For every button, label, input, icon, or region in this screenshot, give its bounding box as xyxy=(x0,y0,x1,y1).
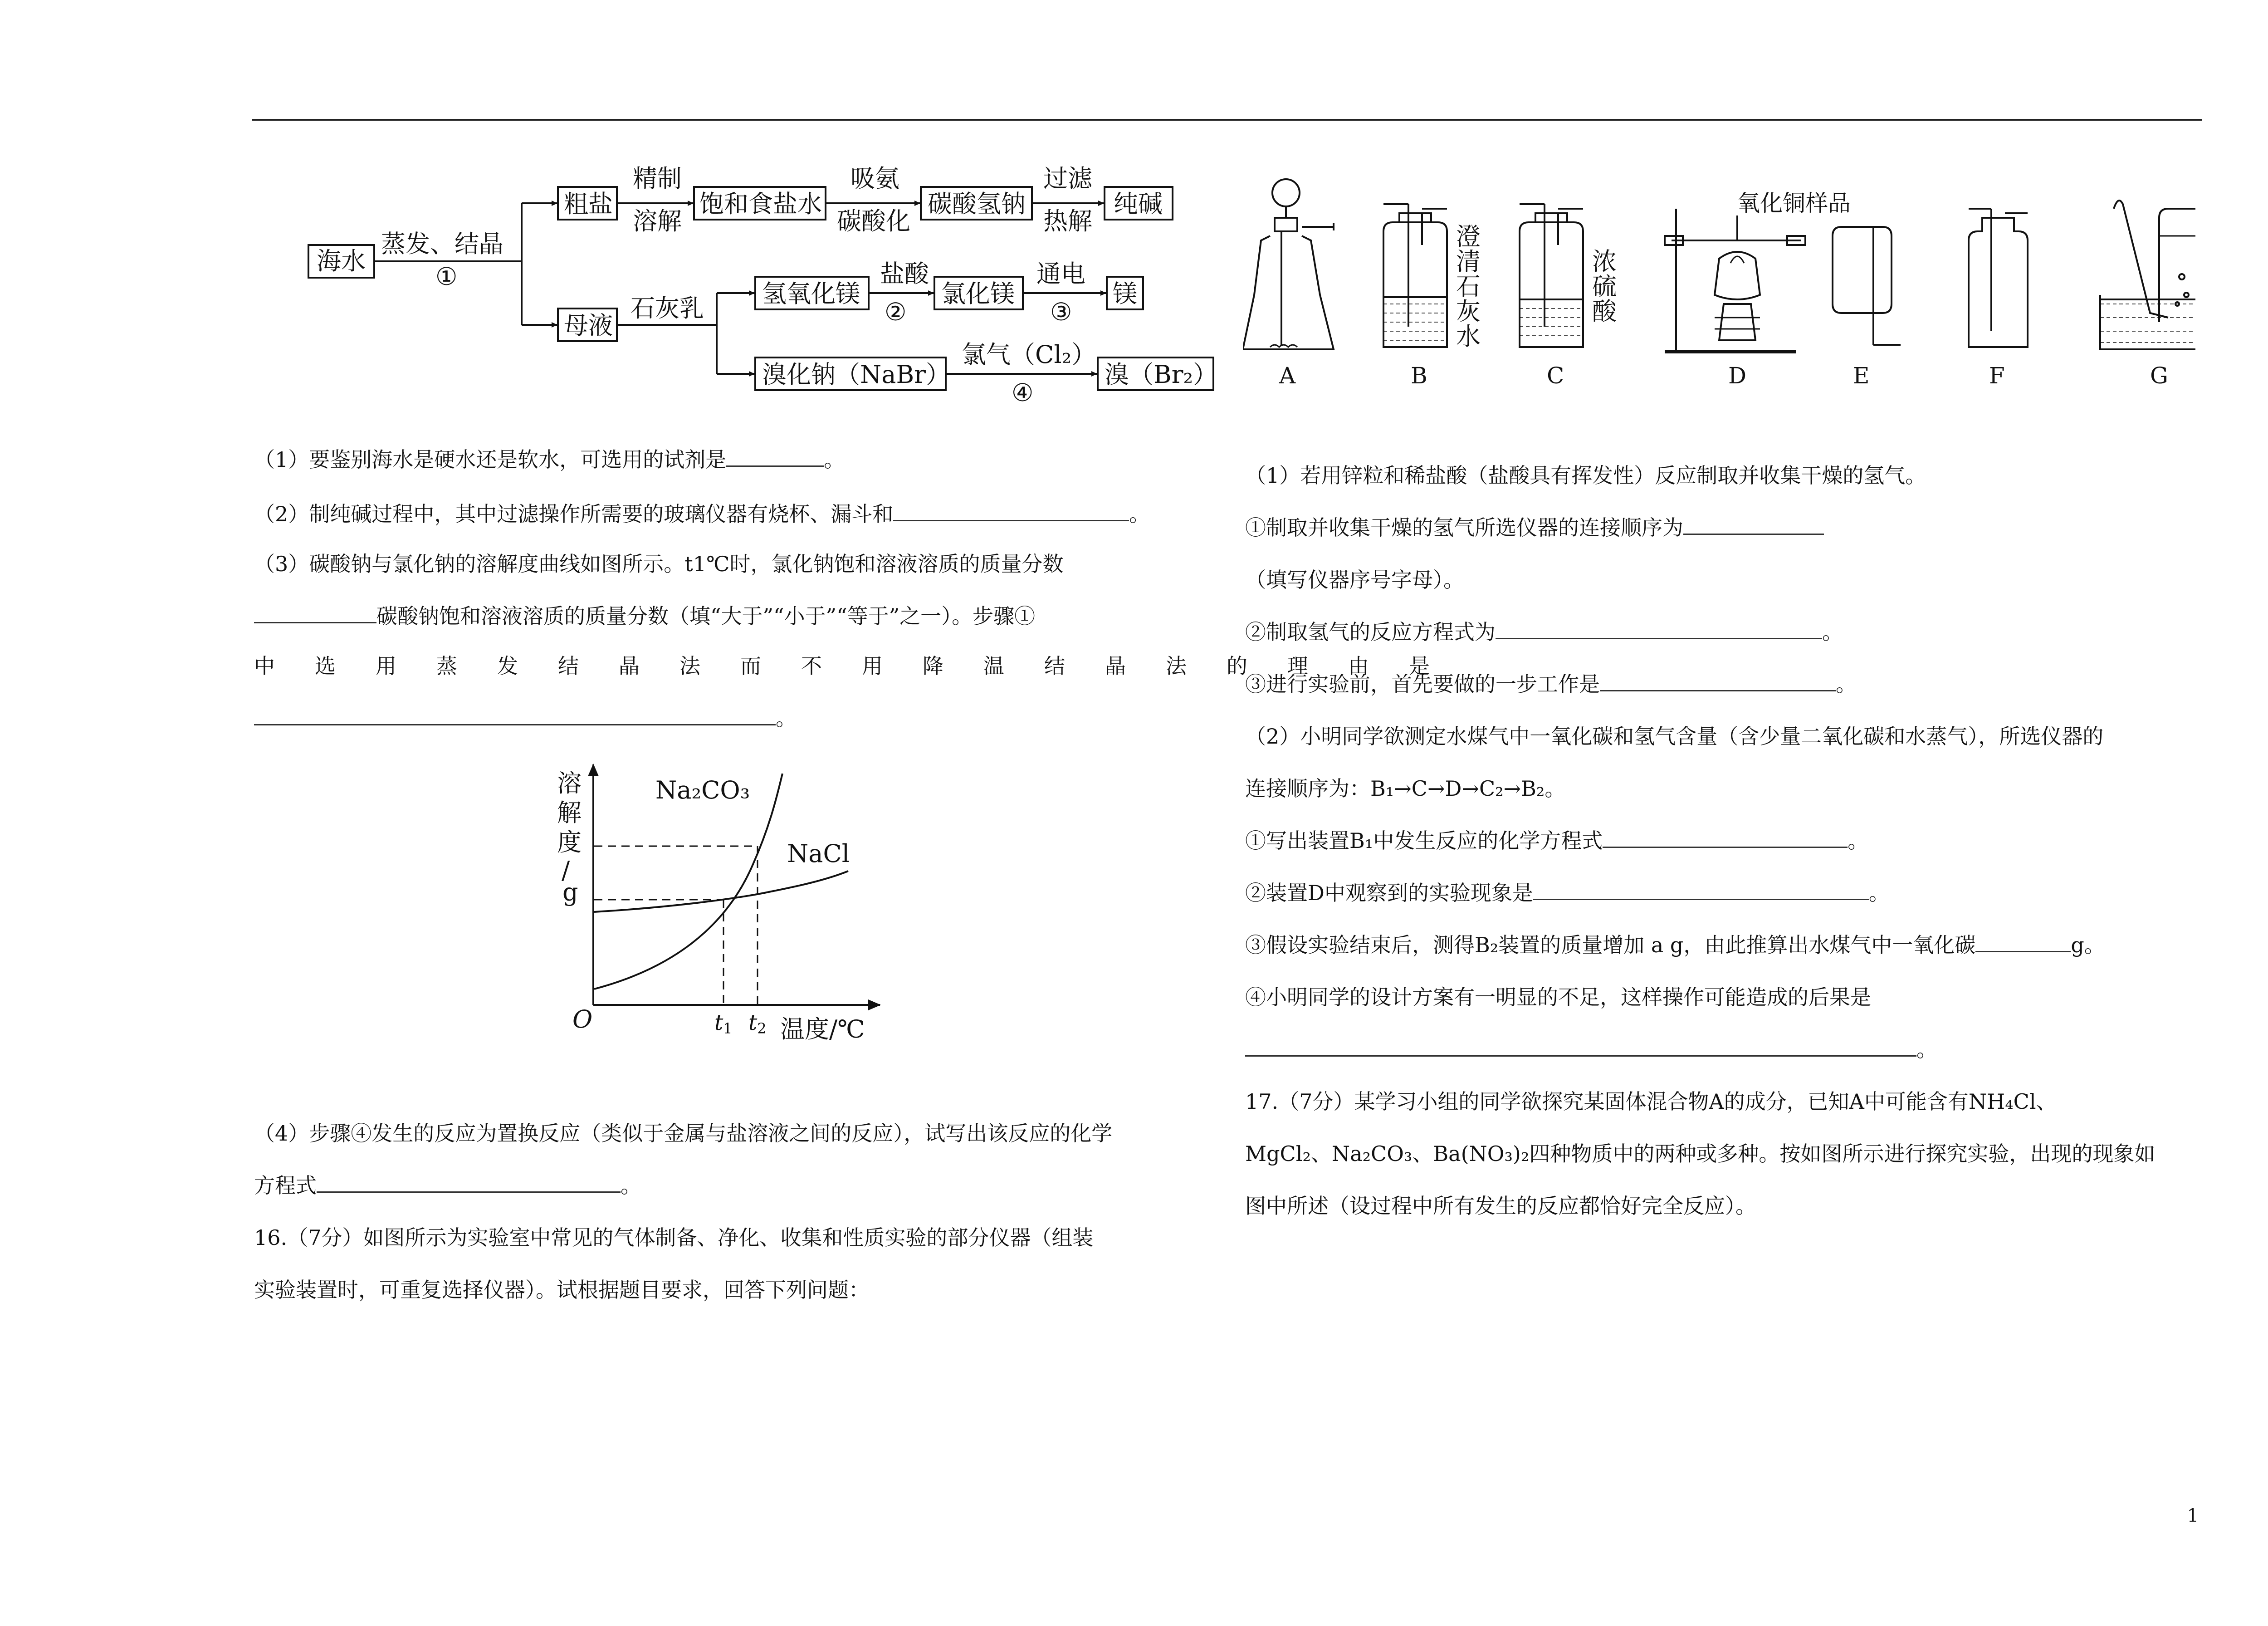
q15-4-line1: （4）步骤④发生的反应为置换反应（类似于金属与盐溶液之间的反应），试写出该反应的化学 xyxy=(254,1121,1113,1146)
magnesium-text: 镁 xyxy=(1113,279,1137,308)
b-reagent-1: 澄 xyxy=(1456,222,1481,251)
t1-label: t1 xyxy=(714,1010,733,1037)
q15-2-blank[interactable] xyxy=(893,502,1129,521)
q16-p1-c: ③进行实验前，首先要做的一步工作是 。 xyxy=(1245,672,1857,696)
apparatus-diagram xyxy=(1243,168,2195,395)
apparatus-f xyxy=(1969,209,2028,347)
q16-p1-c-blank[interactable] xyxy=(1600,672,1836,691)
t2-label: t2 xyxy=(748,1010,767,1037)
apparatus-b xyxy=(1383,204,1447,347)
y-label-1: 溶 xyxy=(557,769,582,798)
q16-p2-d: ④小明同学的设计方案有一明显的不足，这样操作可能造成的后果是 xyxy=(1245,985,1871,1009)
q15-1: （1）要鉴别海水是硬水还是软水，可选用的试剂是 。 xyxy=(254,447,845,472)
process-flow-diagram xyxy=(299,163,1243,408)
refine-label-2: 溶解 xyxy=(633,207,682,235)
hcl-label: 盐酸 xyxy=(880,260,929,288)
c-reagent-1: 浓 xyxy=(1592,247,1617,276)
origin-label: O xyxy=(572,1005,593,1033)
q16-p1-a-blank[interactable] xyxy=(1683,515,1824,535)
q16-p2-b-blank[interactable] xyxy=(1533,881,1869,900)
seawater-text: 海水 xyxy=(317,247,366,275)
q16-p1-a: ①制取并收集干燥的氢气所选仪器的连接顺序为 xyxy=(1245,515,1824,541)
b-reagent-4: 灰 xyxy=(1456,297,1481,326)
apparatus-a xyxy=(1243,179,1334,349)
apparatus-g xyxy=(2100,201,2195,349)
step3-num: ③ xyxy=(1050,298,1072,326)
q16-p2-d-blank[interactable] xyxy=(1245,1037,1916,1057)
q15-4-line2: 方程式 。 xyxy=(254,1173,641,1198)
y-label-3: 度 xyxy=(557,828,582,857)
page-number: 1 xyxy=(2187,1505,2199,1526)
q16-p2-c: ③假设实验结束后，测得B₂装置的质量增加 a g，由此推算出水煤气中一氧化碳 g。 xyxy=(1245,933,2105,957)
q16-p2-a: ①写出装置B₁中发生反应的化学方程式 。 xyxy=(1245,828,1869,853)
label-e: E xyxy=(1853,362,1870,389)
step4-num: ④ xyxy=(1012,378,1034,407)
q16-intro-line1: 16.（7分）如图所示为实验室中常见的气体制备、净化、收集和性质实验的部分仪器（组装 xyxy=(254,1225,1094,1250)
q15-2: （2）制纯碱过程中，其中过滤操作所需要的玻璃仪器有烧杯、漏斗和 。 xyxy=(254,502,1150,526)
step2-num: ② xyxy=(885,298,907,326)
chlorine-label: 氯气（Cl₂） xyxy=(962,340,1096,369)
nacl-curve xyxy=(594,871,848,912)
solubility-chart xyxy=(535,755,898,1055)
y-label-4: / xyxy=(562,856,570,885)
q16-p2-line1: （2）小明同学欲测定水煤气中一氧化碳和氢气含量（含少量二氧化碳和水蒸气），所选仪器的 xyxy=(1245,724,2104,749)
mg-chloride-text: 氯化镁 xyxy=(941,279,1015,308)
ammonia-label-1: 吸氨 xyxy=(850,164,899,193)
q15-1-blank[interactable] xyxy=(726,447,824,467)
apparatus-c xyxy=(1520,204,1583,347)
q15-3-blank-2[interactable] xyxy=(254,706,776,725)
c-reagent-3: 酸 xyxy=(1592,297,1617,326)
x-axis-label: 温度/℃ xyxy=(780,1015,865,1043)
refine-label-1: 精制 xyxy=(633,164,682,193)
lime-milk-label: 石灰乳 xyxy=(631,294,704,323)
q16-p2-b: ②装置D中观察到的实验现象是 。 xyxy=(1245,881,1890,905)
q15-3-line3: 中选用蒸发结晶法而不用降温结晶法的理由是 xyxy=(254,654,1470,678)
filter-label-2: 热解 xyxy=(1043,207,1092,235)
q16-p1: （1）若用锌粒和稀盐酸（盐酸具有挥发性）反应制取并收集干燥的氢气。 xyxy=(1245,463,1926,488)
q16-p1-a-note: （填写仪器序号字母）。 xyxy=(1245,568,1464,592)
d-sample-label: 氧化铜样品 xyxy=(1737,190,1851,216)
q16-p2-line2: 连接顺序为：B₁→C→D→C₂→B₂。 xyxy=(1245,776,1566,801)
label-d: D xyxy=(1728,362,1747,389)
label-b: B xyxy=(1411,362,1427,389)
label-f: F xyxy=(1989,362,2005,389)
step1-label: 蒸发、结晶 xyxy=(381,230,503,258)
q16-intro-line2: 实验装置时，可重复选择仪器）。试根据题目要求，回答下列问题： xyxy=(254,1278,870,1302)
sodium-bromide-text: 溴化钠（NaBr） xyxy=(762,360,950,389)
y-label-5: g xyxy=(562,878,578,906)
soda-ash-text: 纯碱 xyxy=(1114,190,1163,218)
q16-p2-c-blank[interactable] xyxy=(1975,933,2071,952)
q16-p2-d-answer: 。 xyxy=(1245,1037,1937,1063)
q15-3-line4: 。 xyxy=(254,705,797,732)
b-reagent-3: 石 xyxy=(1456,272,1481,301)
ammonia-label-2: 碳酸化 xyxy=(837,207,910,235)
label-c: C xyxy=(1547,362,1564,389)
c-reagent-2: 硫 xyxy=(1592,272,1617,301)
step1-num: ① xyxy=(435,262,458,291)
nacl-label: NaCl xyxy=(787,839,850,868)
q15-3-line1: （3）碳酸钠与氯化钠的溶解度曲线如图所示。t1℃时，氯化钠饱和溶液溶质的质量分数 xyxy=(254,552,1064,576)
q15-4-blank[interactable] xyxy=(317,1173,621,1193)
bromine-text: 溴（Br₂） xyxy=(1105,360,1218,389)
apparatus-e xyxy=(1833,227,1901,345)
b-reagent-2: 清 xyxy=(1456,247,1481,276)
crude-salt-text: 粗盐 xyxy=(564,190,613,218)
q15-3-blank-1[interactable] xyxy=(254,604,376,623)
q17-line3: 图中所述（设过程中所有发生的反应都恰好完全反应）。 xyxy=(1245,1194,1756,1218)
label-a: A xyxy=(1279,362,1296,389)
q16-p1-b: ②制取氢气的反应方程式为 。 xyxy=(1245,620,1843,644)
q16-p2-a-blank[interactable] xyxy=(1603,828,1848,848)
sodium-bicarbonate-text: 碳酸氢钠 xyxy=(928,190,1026,218)
filter-label-1: 过滤 xyxy=(1043,164,1092,193)
q17-line2: MgCl₂、Na₂CO₃、Ba(NO₃)₂四种物质中的两种或多种。按如图所示进行探究实验，出现的现象如 xyxy=(1245,1141,2156,1166)
b-reagent-5: 水 xyxy=(1456,322,1481,351)
saturated-brine-text: 饱和食盐水 xyxy=(699,190,822,218)
electrolysis-label: 通电 xyxy=(1036,260,1085,288)
label-g: G xyxy=(2150,362,2168,389)
q16-p1-b-blank[interactable] xyxy=(1496,620,1822,639)
na2co3-curve xyxy=(594,774,782,989)
header-rule xyxy=(252,119,2202,121)
mg-hydroxide-text: 氢氧化镁 xyxy=(762,279,860,308)
y-label-2: 解 xyxy=(557,798,582,827)
mother-liquor-text: 母液 xyxy=(564,311,613,340)
q17-line1: 17.（7分）某学习小组的同学欲探究某固体混合物A的成分，已知A中可能含有NH₄Cl、 xyxy=(1245,1089,2057,1114)
na2co3-label: Na₂CO₃ xyxy=(655,776,750,804)
q15-3-line2: 碳酸钠饱和溶液溶质的质量分数（填“大于”“小于”“等于”之一）。步骤① xyxy=(254,603,1035,630)
apparatus-d xyxy=(1665,209,1805,352)
